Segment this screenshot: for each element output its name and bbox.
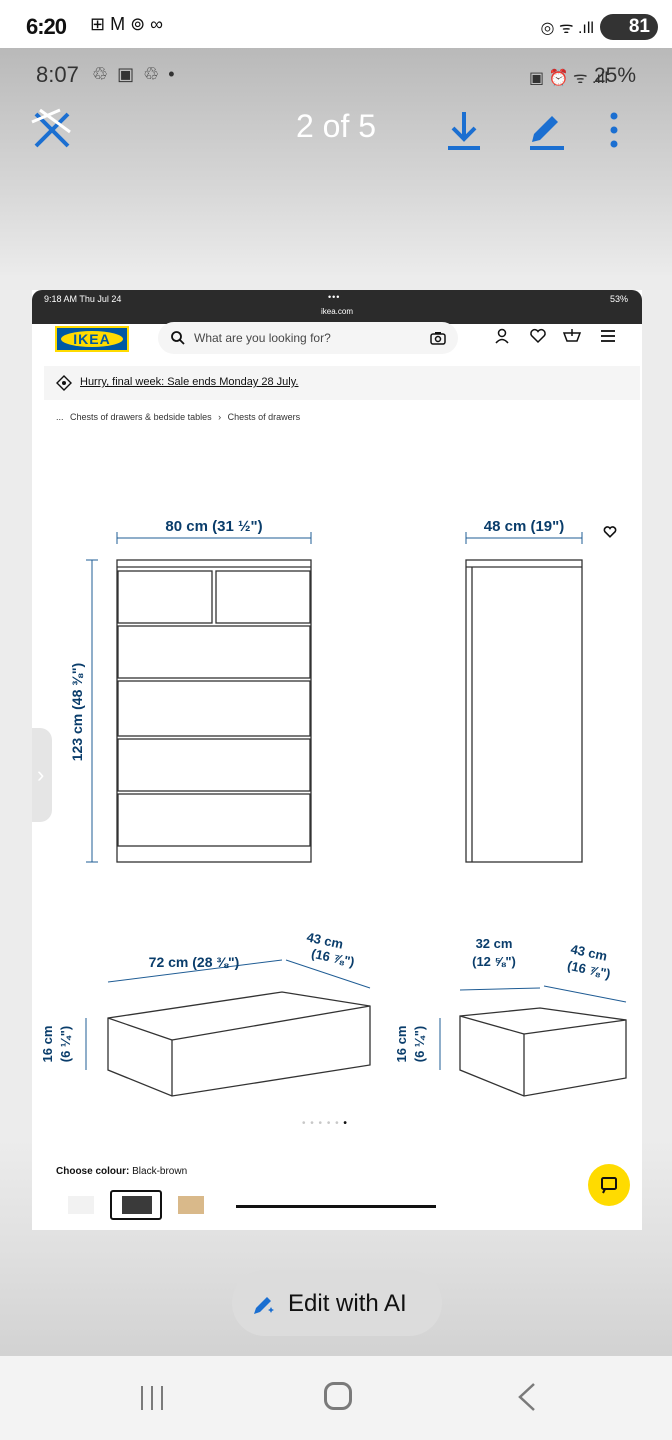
ipad-status-bar (32, 290, 642, 324)
screenshot-signal-icons: ▣ ⏰ ᯤ .ıll (529, 70, 608, 87)
chevron-right-icon: › (37, 762, 45, 787)
small-drawer-height-label-2: (6 ¼") (412, 1025, 427, 1063)
edit-with-ai-label: Edit with AI (288, 1290, 407, 1317)
menu-icon (598, 326, 618, 346)
drawer-front-4 (118, 739, 310, 791)
large-drawer-outline (108, 992, 370, 1096)
camera-icon (430, 330, 446, 346)
ipad-time: 9:18 AM Thu Jul 24 (44, 294, 122, 304)
signal-icons: ◎ ᯤ .ıll (540, 20, 594, 37)
promo-text: Hurry, final week: Sale ends Monday 28 July. (80, 376, 299, 388)
image-viewer (0, 48, 672, 1356)
close-icon (30, 108, 74, 152)
download-button[interactable] (444, 108, 484, 152)
large-drawer-height-label-1: 16 cm (40, 1025, 55, 1063)
download-icon (444, 108, 484, 152)
search-placeholder: What are you looking for? (194, 331, 331, 345)
drawer-front-2 (118, 626, 310, 678)
scroll-indicator (236, 1205, 436, 1208)
logo-text: IKEA (61, 331, 123, 347)
colour-value: Black-brown (132, 1166, 188, 1177)
screenshot-battery: 25% (593, 64, 636, 87)
breadcrumb-current: Chests of drawers (227, 412, 301, 422)
small-drawer-depth-label-1: 43 cm (569, 941, 609, 964)
large-drawer-depth-label-2: (16 ⅞") (309, 945, 356, 970)
small-drawer-width-label-1: 32 cm (475, 936, 513, 951)
ikea-logo (55, 326, 129, 352)
small-drawer-depth-label-2: (16 ⅞") (565, 957, 612, 982)
screenshot-notification-icons: ♲ ▣ ♲ • (92, 64, 177, 84)
ipad-battery: 53% (609, 294, 628, 304)
tag-icon (56, 375, 72, 391)
image-counter: 2 of 5 (295, 108, 377, 144)
gallery-toolbar (0, 104, 672, 154)
drawer-front-3 (118, 681, 310, 736)
dresser-side-outline (466, 560, 582, 862)
small-drawer-outline (460, 1008, 626, 1096)
ai-pencil-icon (252, 1292, 276, 1316)
status-time: 6:20 (26, 14, 67, 39)
colour-label: Choose colour: (56, 1166, 130, 1177)
cart-icon (562, 326, 582, 346)
large-drawer-depth-label-1: 43 cm (305, 929, 345, 952)
search-icon (170, 330, 186, 346)
home-button[interactable] (324, 1382, 352, 1410)
swatch-white (68, 1196, 94, 1214)
close-button[interactable] (30, 108, 74, 152)
pencil-icon (524, 108, 568, 152)
large-drawer-height-label-2: (6 ¼") (58, 1025, 73, 1063)
screenshot-status-bar (0, 60, 672, 94)
more-options-button[interactable] (600, 108, 628, 152)
multitask-dots: ••• (328, 292, 341, 302)
navigation-bar (0, 1356, 672, 1440)
image-pager-dots (302, 1118, 348, 1129)
heart-icon (528, 326, 548, 346)
profile-icon (492, 326, 512, 346)
drawer-front-small-right (216, 571, 310, 623)
screenshot-image (32, 290, 642, 1230)
breadcrumb-separator: › (218, 412, 222, 422)
swatch-oak (178, 1196, 204, 1214)
back-chevron-icon (514, 1382, 540, 1412)
system-status-bar (0, 0, 672, 48)
edit-button[interactable] (524, 108, 568, 152)
recents-icon (134, 1384, 170, 1412)
breadcrumb-ellipsis: ... (56, 412, 64, 422)
recents-button[interactable] (134, 1384, 170, 1412)
more-vertical-icon (600, 108, 628, 152)
notification-icons: ⊞ M ⊚ ∞ (90, 14, 163, 34)
header-icons (492, 326, 622, 350)
chat-button (588, 1164, 630, 1206)
promo-banner (44, 366, 640, 400)
breadcrumb-category: Chests of drawers & bedside tables (70, 412, 212, 422)
breadcrumb (56, 412, 304, 422)
battery-icon: 81 (600, 14, 658, 40)
small-drawer-width-label-2: (12 ⅝") (472, 954, 516, 969)
drawer-front-5 (118, 794, 310, 846)
height-dimension-label: 123 cm (48 ⅜") (69, 662, 85, 762)
back-button[interactable] (514, 1382, 540, 1412)
colour-chooser-label (56, 1166, 187, 1177)
swatch-black-brown (122, 1196, 152, 1214)
depth-dimension-label: 48 cm (19") (483, 518, 565, 535)
search-bar (158, 322, 458, 354)
drawer-front-small-left (118, 571, 212, 623)
large-drawer-width-label: 72 cm (28 ⅜") (148, 954, 240, 970)
pager-inactive-dots: • • • • • (302, 1118, 340, 1129)
edit-with-ai-button[interactable] (232, 1270, 442, 1336)
page-url: ikea.com (320, 307, 353, 316)
small-drawer-height-label-1: 16 cm (394, 1025, 409, 1063)
chat-icon (588, 1164, 630, 1206)
screenshot-time: 8:07 (36, 62, 79, 87)
width-dimension-label: 80 cm (31 ½") (165, 518, 263, 535)
dimension-drawing (32, 430, 642, 1190)
pager-active-dot: • (343, 1118, 348, 1129)
